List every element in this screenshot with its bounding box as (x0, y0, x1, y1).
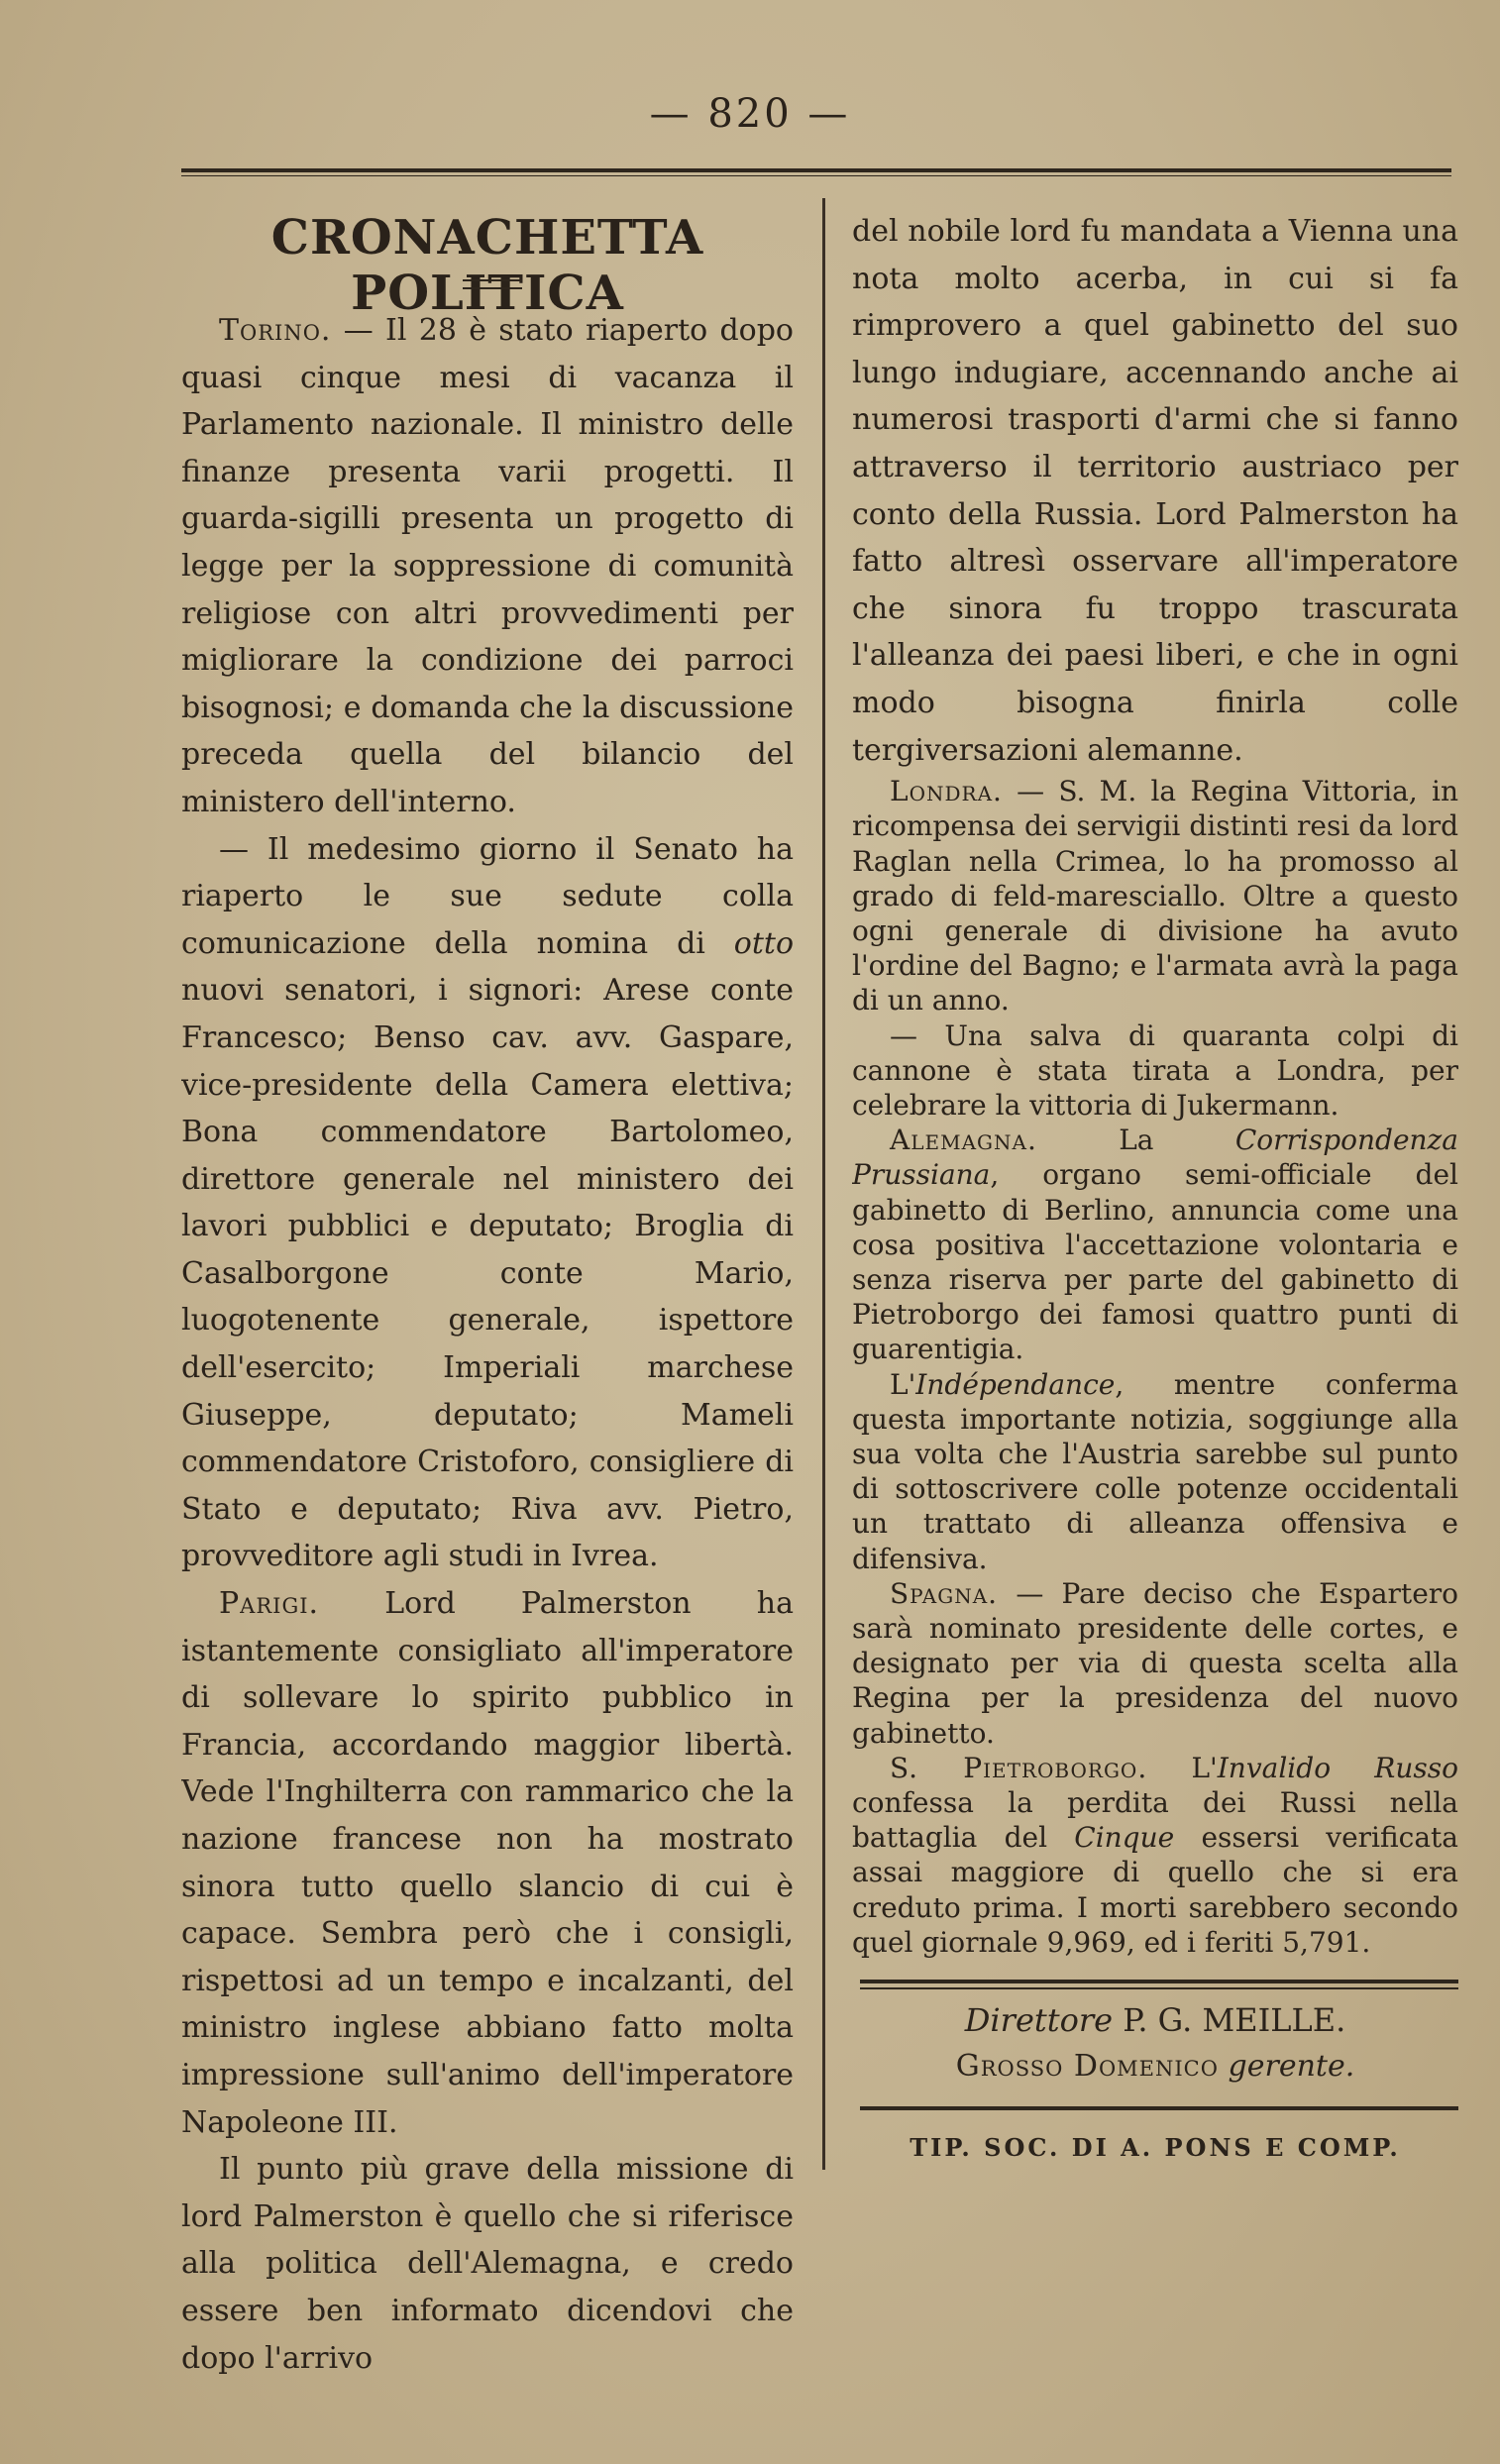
footer-rule-top (860, 1980, 1458, 1989)
editor-line: Direttore P. G. MEILLE. (964, 2001, 1346, 2039)
footer-rule-bottom (860, 2106, 1458, 2110)
paragraph-torino: Torino. — Il 28 è stato riaperto dopo quasi cinque mesi di vacanza il Parlamento nazionale. Il ministro delle finanze presenta varii progetti. Il guarda-sigilli presenta un progetto di legge per la soppressione di comunità religiose con altri provvedimenti per migliorare la condizione dei parroci bisognosi; e domanda che la discussione preceda quella del bilancio del ministero dell'interno. (181, 313, 794, 819)
place-spagna: Spagna. (890, 1576, 999, 1610)
printer-imprint: TIP. SOC. DI A. PONS E COMP. (910, 2133, 1401, 2162)
paragraph-alemagna: Alemagna. La Corrispondenza Prussiana, organo semi-officiale del gabinetto di Berlino, annuncia come una cosa positiva l'accettazione volontaria e senza riserva per parte del gabinetto di Pietroborgo dei famosi quattro punti di guarentigia. (852, 1124, 1458, 1366)
paragraph-salva: — Una salva di quaranta colpi di cannone è stata tirata a Londra, per celebrare la vittoria di Jukermann. (852, 1018, 1458, 1122)
left-column (181, 307, 794, 2382)
header-rule (181, 168, 1451, 176)
title-divider (463, 279, 522, 289)
manager-line: Grosso Domenico gerente. (955, 2049, 1355, 2084)
paragraph-parigi: Parigi. Lord Palmerston ha istantemente consigliato all'imperatore di sollevare lo spirito pubblico in Francia, accordando maggior libertà. Vede l'Inghilterra con rammarico che la nazione francese non ha mostrato sinora tutto quello slancio di cui è capace. Sembra però che i consigli, rispettosi ad un tempo e incalzanti, del ministro inglese abbiano fatto molta impressione sull'animo dell'imperatore Napoleone III. (181, 1586, 794, 2140)
column-divider (822, 198, 825, 2170)
paragraph-continuation: del nobile lord fu mandata a Vienna una nota molto acerba, in cui si fa rimprovero a quel gabinetto del suo lungo indugiare, accennando anche ai numerosi trasporti d'armi che si fanno attraverso il territorio austriaco per conto della Russia. Lord Palmerston ha fatto altresì osservare all'imperatore che sinora fu troppo trascurata l'alleanza dei paesi liberi, e che in ogni modo bisogna finirla colle tergiversazioni alemanne. (852, 214, 1458, 768)
paragraph-independance: L'Indépendance, mentre conferma questa importante notizia, soggiunge alla sua volta che l'Austria sarebbe sul punto di sottoscrivere colle potenze occidentali un trattato di alleanza offensiva e difensiva. (852, 1367, 1458, 1575)
paragraph-punto: Il punto più grave della missione di lord Palmerston è quello che si riferisce alla politica dell'Alemagna, e credo essere ben informato dicendovi che dopo l'arrivo (181, 2152, 794, 2376)
page-number: — 820 — (649, 91, 851, 137)
place-parigi: Parigi. (219, 1586, 320, 1622)
paragraph-londra: Londra. — S. M. la Regina Vittoria, in ricompensa dei servigii distinti resi da lord Raglan nella Crimea, lo ha promosso al grado di feld-maresciallo. Oltre a questo ogni generale di divisione ha avuto l'ordine del Bagno; e l'armata avrà la paga di un anno. (852, 775, 1458, 1018)
right-small-text (852, 774, 1458, 1960)
paragraph-spagna: Spagna. — Pare deciso che Espartero sarà nominato presidente delle cortes, e designato per via di questa scelta alla Regina per la presidenza del nuovo gabinetto. (852, 1576, 1458, 1750)
section-title: CRONACHETTA POLITICA (270, 210, 704, 321)
place-alemagna: Alemagna. (890, 1124, 1037, 1157)
paragraph-pietroborgo: S. Pietroborgo. L'Invalido Russo confessa la perdita dei Russi nella battaglia del Cinque essersi verificata assai maggiore di quello che si era creduto prima. I morti sarebbero secondo quel giornale 9,969, ed i feriti 5,791. (852, 1751, 1458, 1959)
place-londra: Londra. (890, 775, 1003, 808)
right-column (852, 208, 1458, 1960)
paragraph-senato: — Il medesimo giorno il Senato ha riaperto le sue sedute colla comunicazione della nomina di otto nuovi senatori, i signori: Arese conte Francesco; Benso cav. avv. Gaspare, vice-presidente della Camera elettiva; Bona commendatore Bartolomeo, direttore generale nel ministero dei lavori pubblici e deputato; Broglia di Casalborgone conte Mario, luogotenente generale, ispettore dell'esercito; Imperiali marchese Giuseppe, deputato; Mameli commendatore Cristoforo, consigliere di Stato e deputato; Riva avv. Pietro, provveditore agli studi in Ivrea. (181, 831, 794, 1574)
place-pietroborgo: S. Pietroborgo. (890, 1751, 1148, 1784)
place-torino: Torino. (219, 313, 332, 348)
